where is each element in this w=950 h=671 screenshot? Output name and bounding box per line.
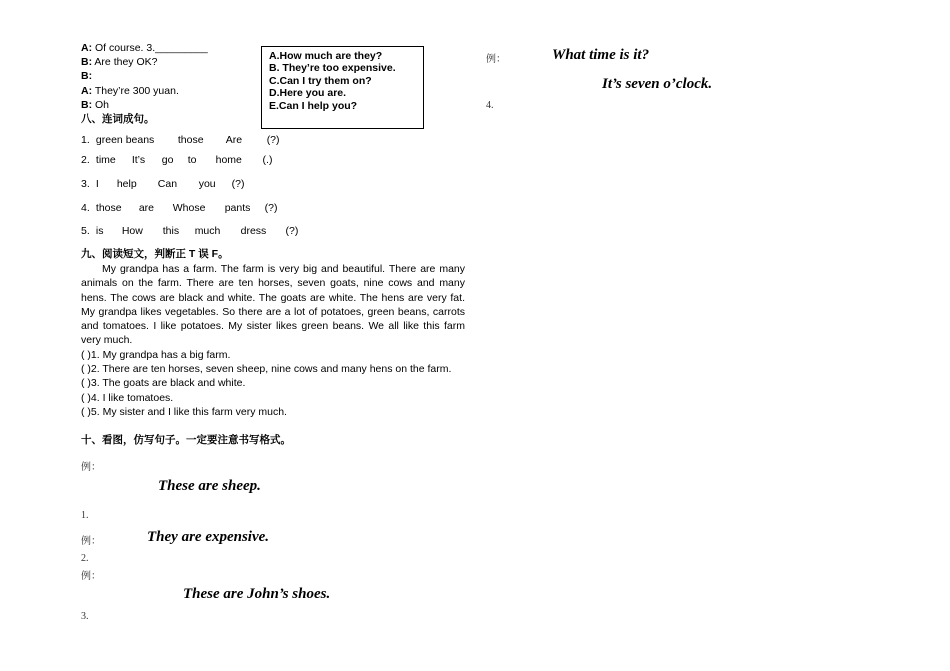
- speaker: B:: [81, 70, 93, 82]
- word: It’s: [131, 154, 146, 166]
- option-a: A.How much are they?: [269, 50, 383, 62]
- word: Can: [157, 178, 178, 190]
- option-d: D.Here you are.: [269, 87, 347, 100]
- dialogue-text: Are they OK?: [92, 56, 158, 68]
- speaker: A:: [81, 85, 93, 97]
- dialogue-line-3: [81, 70, 92, 83]
- statement-3: ( )3. The goats are black and white.: [81, 377, 246, 390]
- number-4: 4.: [486, 100, 494, 111]
- word: go: [161, 154, 174, 166]
- word: (?): [231, 178, 245, 190]
- word: to: [187, 154, 197, 166]
- word: Are: [225, 134, 243, 146]
- example-label: 例：: [81, 571, 101, 582]
- dialogue-text: Oh: [92, 99, 110, 111]
- example-sentence-1: These are sheep.: [158, 478, 261, 494]
- dialogue-line-1: [81, 42, 208, 55]
- dialogue-line-5: [81, 99, 109, 112]
- example-sentence-3: These are John’s shoes.: [183, 586, 331, 602]
- word: Whose: [172, 202, 206, 214]
- example-sentence-2: They are expensive.: [147, 529, 270, 545]
- number-2: 2.: [81, 553, 89, 564]
- section8-title: 八、连词成句。: [81, 113, 155, 125]
- dialogue-text: Of course. 3._________: [92, 42, 208, 54]
- sentence-item-4: [81, 202, 277, 215]
- item-number: 3.: [81, 178, 90, 190]
- word: green beans: [95, 134, 155, 146]
- word: (.): [262, 154, 273, 166]
- reading-passage-block: [81, 262, 465, 419]
- section9-title: 九、阅读短文，判断正 T 误 F。: [81, 248, 229, 260]
- speaker: A:: [81, 42, 93, 54]
- word: are: [138, 202, 155, 214]
- word: those: [95, 202, 122, 214]
- dialogue-text: They’re 300 yuan.: [92, 85, 179, 97]
- reading-passage: My grandpa has a farm. The farm is very big and beautiful. There are many animals on the farm. There are ten horses, seven goats, nine cows and many hens. The cows are black and white. The goats are white. The hens are very fat. My grandpa likes vegetables. So there are a lot of potatoes, green beans, carrots and tomatoes. I like potatoes. My sister likes green beans. We all like this farm very much.: [81, 263, 465, 347]
- speaker: B:: [81, 99, 93, 111]
- word: I: [95, 178, 99, 190]
- word: (?): [264, 202, 278, 214]
- statement-4: ( )4. I like tomatoes.: [81, 391, 174, 404]
- sentence-item-5: [81, 225, 298, 238]
- example-label: 例：: [81, 462, 101, 473]
- word: (?): [285, 225, 299, 237]
- word: help: [116, 178, 137, 190]
- example-label: 例：: [81, 536, 101, 547]
- word: you: [198, 178, 216, 190]
- option-b: B. They’re too expensive.: [269, 62, 396, 75]
- example-label: 例：: [486, 54, 506, 65]
- statement-2: ( )2. There are ten horses, seven sheep, nine cows and many hens on the farm.: [81, 363, 452, 376]
- item-number: 1.: [81, 134, 90, 146]
- statement-1: ( )1. My grandpa has a big farm.: [81, 348, 231, 361]
- options-box: [261, 46, 424, 129]
- sentence-item-2: [81, 154, 272, 167]
- number-1: 1.: [81, 510, 89, 521]
- word: dress: [240, 225, 267, 237]
- word: those: [177, 134, 204, 146]
- item-number: 5.: [81, 225, 90, 237]
- item-number: 4.: [81, 202, 90, 214]
- section10-title: 十、看图，仿写句子。一定要注意书写格式。: [81, 434, 291, 446]
- statement-5: ( )5. My sister and I like this farm very much.: [81, 405, 287, 418]
- sentence-item-3: [81, 178, 244, 191]
- sentence-item-1: [81, 134, 280, 147]
- number-3: 3.: [81, 611, 89, 622]
- example-sentence-4: What time is it?: [552, 47, 650, 63]
- dialogue-line-4: [81, 85, 179, 98]
- option-c: C.Can I try them on?: [269, 74, 372, 87]
- option-e: E.Can I help you?: [269, 99, 358, 112]
- word: time: [95, 154, 116, 166]
- item-number: 2.: [81, 154, 90, 166]
- word: (?): [266, 134, 280, 146]
- word: much: [194, 225, 221, 237]
- word: pants: [224, 202, 251, 214]
- word: is: [95, 225, 104, 237]
- word: How: [121, 225, 143, 237]
- word: home: [215, 154, 242, 166]
- example-sentence-5: It’s seven o’clock.: [602, 76, 713, 92]
- dialogue-line-2: [81, 56, 157, 69]
- word: this: [162, 225, 180, 237]
- speaker: B:: [81, 56, 93, 68]
